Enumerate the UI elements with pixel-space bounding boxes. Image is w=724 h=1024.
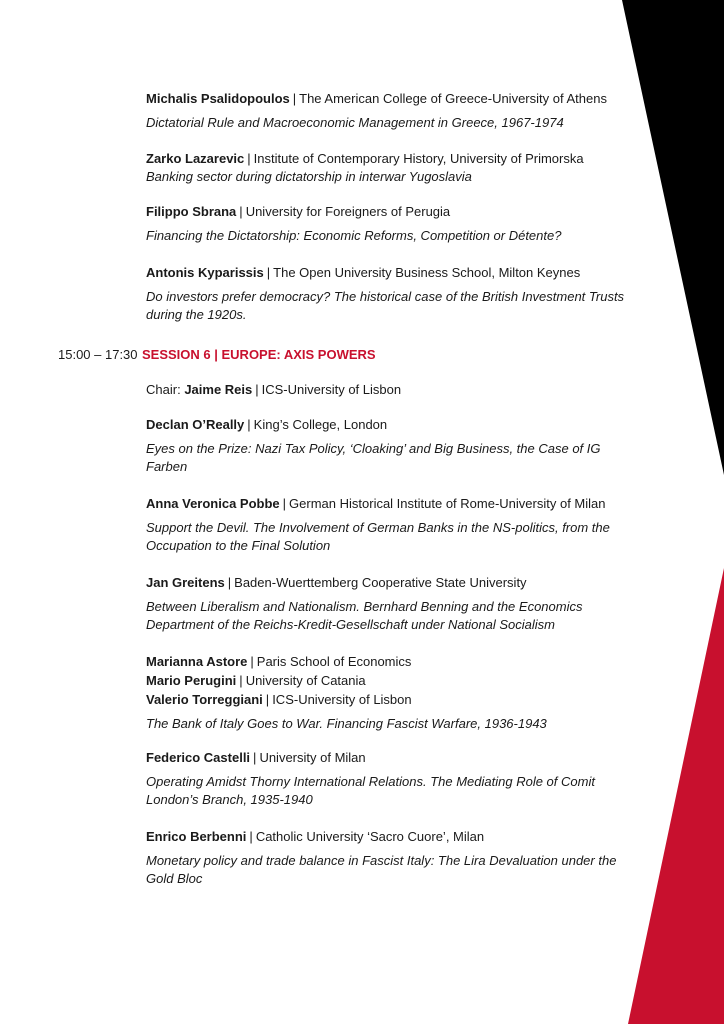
- chair-name: Jaime Reis: [184, 382, 253, 397]
- paper-title: Dictatorial Rule and Macroeconomic Management in Greece, 1967-1974: [146, 115, 564, 130]
- speaker-name: Anna Veronica Pobbe: [146, 496, 280, 511]
- speaker-name: Mario Perugini: [146, 673, 237, 688]
- paper-title: Operating Amidst Thorny International Relations. The Mediating Role of Comit London’s Branch, 1935-1940: [146, 774, 595, 807]
- separator: |: [253, 750, 257, 765]
- paper-title: Between Liberalism and Nationalism. Bernhard Benning and the Economics Department of the Reichs-Kredit-Gesellschaft under National Socialism: [146, 599, 583, 632]
- speaker-affiliation: Catholic University ‘Sacro Cuore’, Milan: [255, 829, 485, 844]
- presentation-entry: [146, 573, 636, 634]
- separator: |: [282, 496, 287, 511]
- presentation-entry: [146, 89, 636, 132]
- paper-title: Eyes on the Prize: Nazi Tax Policy, ‘Cloaking’ and Big Business, the Case of IG Farben: [146, 441, 601, 474]
- presentation-entry: [146, 149, 636, 186]
- separator: |: [255, 382, 259, 397]
- presentation-entry: [146, 202, 636, 245]
- session-chair: [146, 380, 636, 399]
- speaker-affiliation: King’s College, London: [253, 417, 388, 432]
- separator: |: [247, 151, 251, 166]
- paper-title: Financing the Dictatorship: Economic Reforms, Competition or Détente?: [146, 228, 562, 243]
- speaker-affiliation: The American College of Greece-University of Athens: [299, 91, 607, 106]
- chair-affiliation: ICS-University of Lisbon: [261, 382, 402, 397]
- speaker-name: Zarko Lazarevic: [146, 151, 245, 166]
- speaker-affiliation: German Historical Institute of Rome-University of Milan: [289, 496, 606, 511]
- speaker-affiliation: University for Foreigners of Perugia: [245, 204, 451, 219]
- separator: |: [292, 91, 297, 106]
- presentation-entry: [146, 748, 636, 809]
- separator: |: [250, 654, 254, 669]
- paper-title: The Bank of Italy Goes to War. Financing Fascist Warfare, 1936-1943: [146, 716, 547, 731]
- speaker-affiliation: University of Catania: [245, 673, 366, 688]
- speaker-affiliation: The Open University Business School, Milton Keynes: [273, 265, 581, 280]
- paper-title: Banking sector during dictatorship in interwar Yugoslavia: [146, 169, 472, 184]
- separator: |: [265, 692, 270, 707]
- presentation-entry: [146, 263, 636, 324]
- speaker-affiliation: Paris School of Economics: [256, 654, 412, 669]
- paper-title: Support the Devil. The Involvement of German Banks in the NS-politics, from the Occupation to the Final Solution: [146, 520, 610, 553]
- speaker-name: Filippo Sbrana: [146, 204, 237, 219]
- speaker-name: Antonis Kyparissis: [146, 265, 264, 280]
- separator: |: [227, 575, 232, 590]
- session-time: 15:00 – 17:30: [58, 347, 138, 362]
- speaker-affiliation: Baden-Wuerttemberg Cooperative State University: [234, 575, 527, 590]
- speaker-affiliation: Institute of Contemporary History, University of Primorska: [253, 151, 584, 166]
- paper-title: Monetary policy and trade balance in Fascist Italy: The Lira Devaluation under the Gold Bloc: [146, 853, 617, 886]
- separator: |: [249, 829, 253, 844]
- speaker-name: Valerio Torreggiani: [146, 692, 263, 707]
- speaker-name: Enrico Berbenni: [146, 829, 247, 844]
- session-heading: SESSION 6 | EUROPE: AXIS POWERS: [142, 347, 376, 362]
- presentation-entry: [146, 652, 636, 733]
- separator: |: [239, 673, 243, 688]
- speaker-name: Marianna Astore: [146, 654, 248, 669]
- paper-title: Do investors prefer democracy? The historical case of the British Investment Trusts during the 1920s.: [146, 289, 625, 322]
- speaker-name: Jan Greitens: [146, 575, 225, 590]
- chair-label: Chair:: [146, 382, 181, 397]
- separator: |: [247, 417, 251, 432]
- separator: |: [239, 204, 243, 219]
- speaker-name: Declan O’Really: [146, 417, 245, 432]
- speaker-name: Federico Castelli: [146, 750, 251, 765]
- speaker-affiliation: ICS-University of Lisbon: [272, 692, 412, 707]
- presentation-entry: [146, 415, 636, 476]
- separator: |: [266, 265, 271, 280]
- presentation-entry: [146, 494, 636, 555]
- speaker-name: Michalis Psalidopoulos: [146, 91, 290, 106]
- speaker-affiliation: University of Milan: [259, 750, 366, 765]
- presentation-entry: [146, 827, 636, 888]
